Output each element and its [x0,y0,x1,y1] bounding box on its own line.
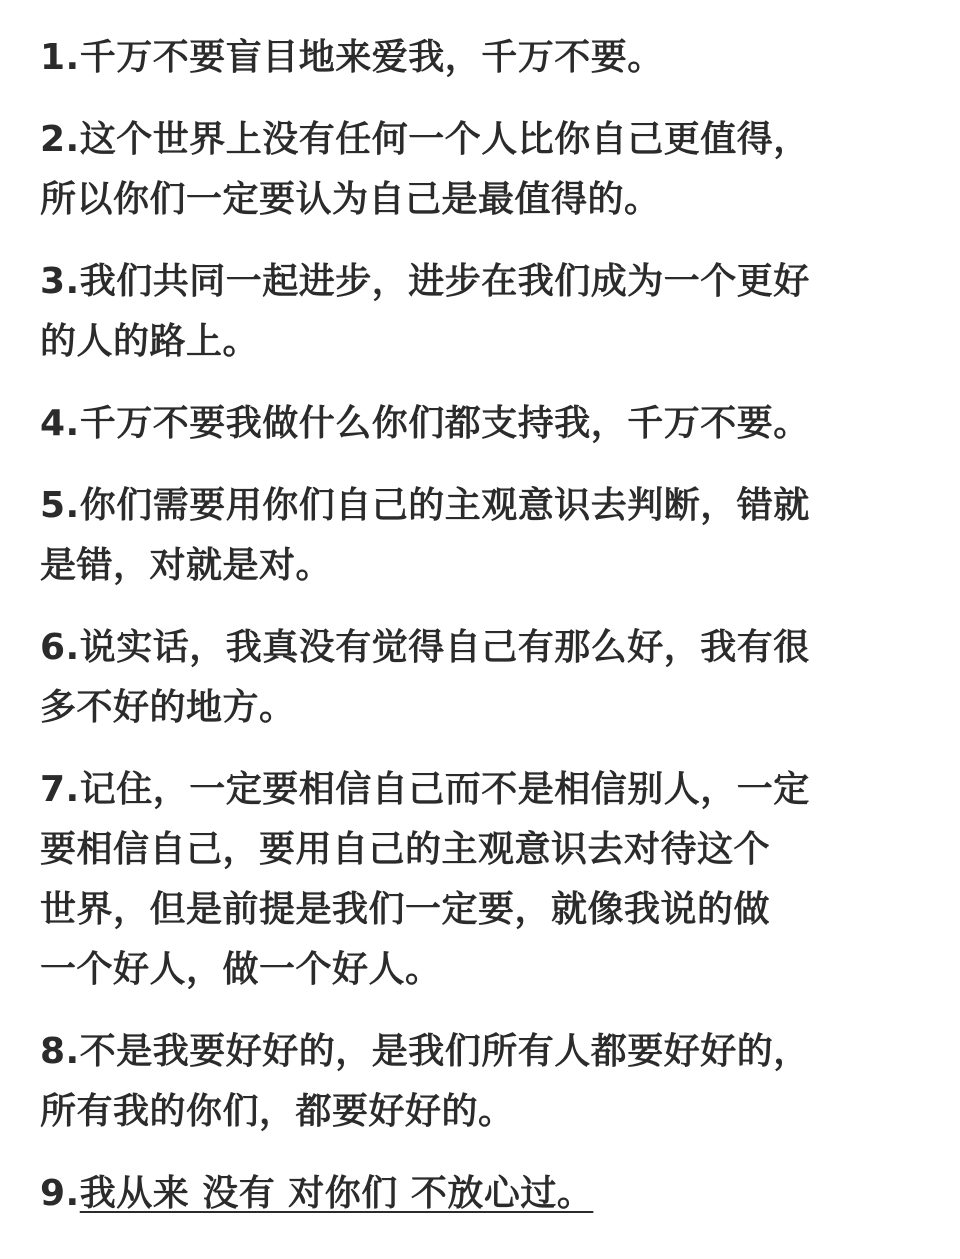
item-7-line-1 [40,760,930,820]
item-9-line-1 [40,1164,930,1224]
item-7-text-1: 记住，一定要相信自己而不是相信别人，一定 [79,769,810,810]
list-item-3 [40,252,930,372]
list-item-2 [40,110,930,230]
item-6-number: 6. [40,627,80,668]
item-5-line-1 [40,476,930,536]
item-3-line-2: 的人的路上。 [40,321,260,362]
item-8-number: 8. [40,1031,80,1072]
item-5-text-1: 你们需要用你们自己的主观意识去判断，错就 [79,485,810,526]
item-2-line-1 [40,110,930,170]
item-8-text-1: 不是我要好好的，是我们所有人都要好好的， [79,1031,810,1072]
item-6-line-1 [40,618,930,678]
list-item-6 [40,618,930,738]
item-3-line-1 [40,252,930,312]
item-7-line-3: 世界，但是前提是我们一定要，就像我说的做 [40,889,771,930]
item-4-line-1 [40,394,930,454]
item-9-number: 9. [40,1173,80,1214]
item-4-text-1: 千万不要我做什么你们都支持我，千万不要。 [79,403,810,444]
list-item-4 [40,394,930,454]
item-7-line-2: 要相信自己，要用自己的主观意识去对待这个 [40,829,771,870]
list-item-5 [40,476,930,596]
item-1-text-1: 千万不要盲目地来爱我，千万不要。 [79,37,664,78]
item-4-number: 4. [40,403,80,444]
item-2-text-1: 这个世界上没有任何一个人比你自己更值得， [79,119,810,160]
item-2-number: 2. [40,119,80,160]
item-1-line-1 [40,28,930,88]
item-6-text-1: 说实话，我真没有觉得自己有那么好，我有很 [79,627,810,668]
item-1-number: 1. [40,37,80,78]
item-6-line-2: 多不好的地方。 [40,687,296,728]
item-7-number: 7. [40,769,80,810]
item-9-text-1: 我从来 没有 对你们 不放心过。 [79,1173,594,1214]
list-item-8 [40,1022,930,1142]
list-item-9 [40,1164,930,1224]
item-2-line-2: 所以你们一定要认为自己是最值得的。 [40,179,661,220]
list-item-7 [40,760,930,1000]
item-7-line-4: 一个好人，做一个好人。 [40,949,442,990]
list-item-1 [40,28,930,88]
item-3-number: 3. [40,261,80,302]
item-3-text-1: 我们共同一起进步，进步在我们成为一个更好 [79,261,810,302]
item-8-line-2: 所有我的你们，都要好好的。 [40,1091,515,1132]
item-8-line-1 [40,1022,930,1082]
item-5-line-2: 是错，对就是对。 [40,545,333,586]
item-5-number: 5. [40,485,80,526]
